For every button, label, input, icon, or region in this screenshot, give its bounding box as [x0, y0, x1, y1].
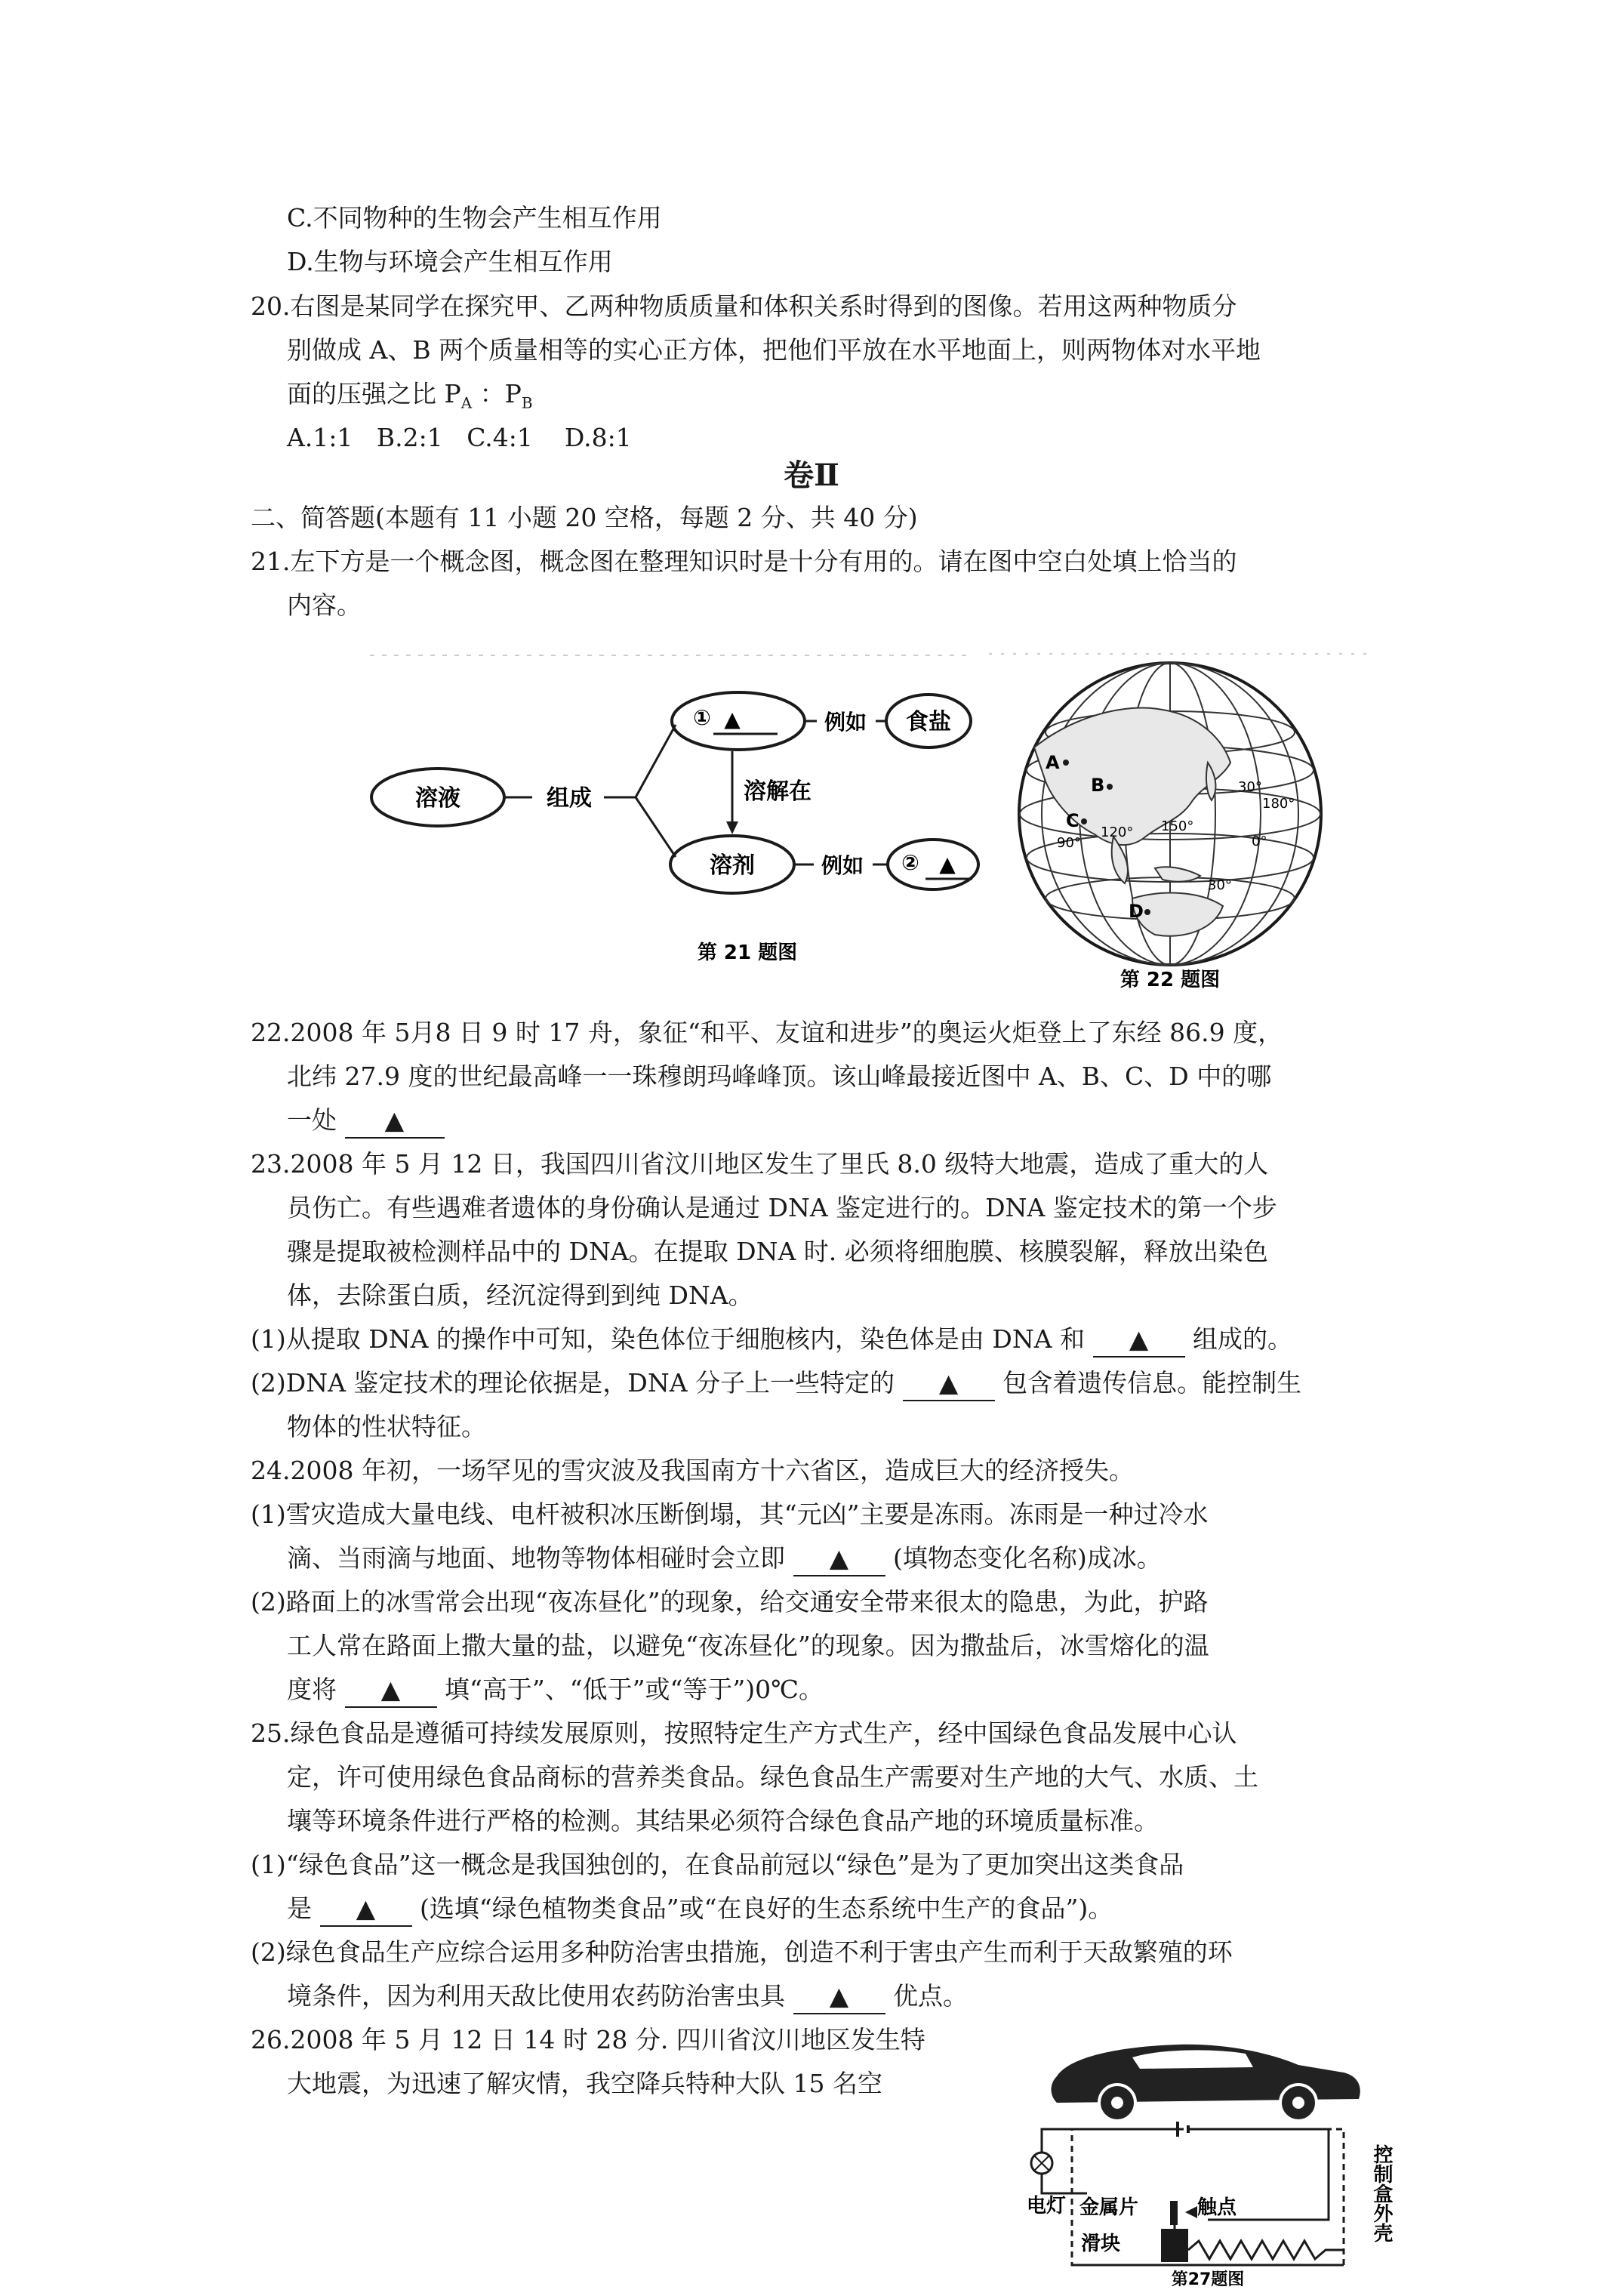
q25-line-1: 25.绿色食品是遵循可持续发展原则，按照特定生产方式生产，经中国绿色食品发展中心认 — [251, 1718, 1237, 1748]
deg-90: 90° — [1057, 835, 1081, 851]
figure-21-caption: 第 21 题图 — [697, 942, 798, 964]
car-circuit-figure — [1027, 2031, 1404, 2288]
q24-sub-2-line-2: 工人常在路面上撒大量的盐，以避免“夜冻昼化”的现象。因为撒盐后，冰雪熔化的温 — [287, 1631, 1209, 1660]
answer-blank: ▲ — [1093, 1323, 1185, 1358]
q23-sub-2-text: (2)DNA 鉴定技术的理论依据是，DNA 分子上一些特定的 — [251, 1368, 895, 1398]
node-solution: 溶液 — [415, 785, 460, 812]
spring — [1188, 2241, 1344, 2259]
q22-line-2: 北纬 27.9 度的世纪最高峰一一珠穆朗玛峰峰顶。该山峰最接近图中 A、B、C、D 中的哪 — [287, 1062, 1272, 1091]
deg-180: 180° — [1262, 796, 1295, 812]
q24-sub-2-text: 度将 — [287, 1675, 337, 1704]
q20-ratio-sep: ：P — [472, 379, 522, 408]
answer-blank: ▲ — [793, 1542, 885, 1576]
answer-blank: ▲ — [345, 1673, 437, 1708]
q24-sub-1-line-1: (1)雪灾造成大量电线、电杆被积冰压断倒塌，其“元凶”主要是冻雨。冻雨是一种过冷水 — [251, 1499, 1209, 1529]
q22-line-1: 22.2008 年 5月8 日 9 时 17 舟，象征“和平、友谊和进步”的奥运火炬登上了东经 86.9 度， — [251, 1018, 1283, 1047]
label-example-1: 例如 — [824, 710, 867, 735]
point-d-label: D — [1129, 901, 1144, 922]
figure-22-caption: 第 22 题图 — [1119, 969, 1221, 991]
q24-sub-2-line-1: (2)路面上的冰雪常会出现“夜冻昼化”的现象，给交通安全带来很太的隐患，为此，护路 — [251, 1587, 1209, 1616]
globe-figure — [981, 649, 1381, 997]
q23-line-4: 体，去除蛋白质，经沉淀得到到纯 DNA。 — [287, 1281, 753, 1310]
q20-options: A.1:1 B.2:1 C.4:1 D.8:1 — [287, 423, 632, 452]
q26-line-2: 大地震，为迅速了解灾情，我空降兵特种大队 15 名空 — [287, 2069, 882, 2098]
q23-line-2: 员伤亡。有些遇难者遗体的身份确认是通过 DNA 鉴定进行的。DNA 鉴定技术的第一个步 — [287, 1193, 1277, 1222]
figure-27-caption: 第27题图 — [1171, 2270, 1245, 2288]
node-solvent: 溶剂 — [710, 852, 755, 879]
q25-line-3: 壤等环境条件进行严格的检测。其结果必须符合绿色食品产地的环境质量标准。 — [287, 1806, 1159, 1835]
answer-blank: ▲ — [793, 1980, 885, 2014]
q23-sub-2-tail: 包含着遗传信息。能控制生 — [1002, 1368, 1302, 1398]
q21-line-2: 内容。 — [287, 590, 362, 620]
deg-150: 150° — [1161, 818, 1194, 834]
label-compose: 组成 — [547, 785, 592, 812]
node-solvent-example-number: ② — [901, 850, 919, 875]
contact-arrow — [1185, 2206, 1197, 2218]
q25-sub-1-line-2 — [287, 1892, 1113, 1927]
q23-sub-2-line-2: 物体的性状特征。 — [287, 1412, 486, 1441]
answer-blank: ▲ — [345, 1104, 445, 1139]
label-dissolve-in: 溶解在 — [744, 778, 812, 805]
answer-blank: ▲ — [903, 1367, 995, 1401]
metal-plate — [1170, 2201, 1178, 2225]
subscript-b: B — [521, 393, 533, 412]
point-a-label: A — [1046, 752, 1060, 773]
q19-option-c: C.不同物种的生物会产生相互作用 — [287, 203, 662, 233]
q24-sub-1-line-2 — [287, 1542, 1162, 1576]
q26-line-1: 26.2008 年 5 月 12 日 14 时 28 分. 四川省汶川地区发生特 — [251, 2025, 925, 2054]
concept-map-figure — [355, 649, 989, 982]
q21-line-1: 21.左下方是一个概念图，概念图在整理知识时是十分有用的。请在图中空白处填上恰当的 — [251, 547, 1237, 576]
q20-text: 面的压强之比 P — [287, 379, 461, 408]
q23-line-3: 骤是提取被检测样品中的 DNA。在提取 DNA 时. 必须将细胞膜、核膜裂解，释放出染色 — [287, 1237, 1268, 1266]
q24-sub-1-text: 滴、当雨滴与地面、地物等物体相碰时会立即 — [287, 1543, 785, 1573]
point-c-label: C — [1066, 810, 1079, 831]
node-solute-number: ① — [693, 705, 711, 730]
q23-line-1: 23.2008 年 5 月 12 日，我国四川省汶川地区发生了里氏 8.0 级特大地震，造成了重大的人 — [251, 1149, 1269, 1179]
q20-line-1: 20.右图是某同学在探究甲、乙两种物质质量和体积关系时得到的图像。若用这两种物质分 — [251, 291, 1237, 321]
q23-sub-1 — [251, 1323, 1292, 1358]
q25-sub-2-tail: 优点。 — [893, 1981, 968, 2011]
q23-sub-2 — [251, 1367, 1301, 1401]
node-solute-blank: ▲ — [724, 707, 741, 732]
label-lamp: 电灯 — [1027, 2195, 1067, 2217]
q23-sub-1-text: (1)从提取 DNA 的操作中可知，染色体位于细胞核内，染色体是由 DNA 和 — [251, 1324, 1086, 1354]
q20-line-2: 别做成 A、B 两个质量相等的实心正方体，把他们平放在水平地面上，则两物体对水平地 — [287, 335, 1261, 365]
deg-30n: 30° — [1238, 779, 1262, 795]
answer-blank: ▲ — [320, 1892, 412, 1927]
q22-line-3 — [287, 1104, 445, 1139]
q24-sub-2-line-3 — [287, 1673, 824, 1708]
q22-text: 一处 — [287, 1105, 337, 1135]
label-contact: 触点 — [1197, 2196, 1237, 2219]
label-example-2: 例如 — [821, 853, 864, 878]
section-heading: 二、简答题(本题有 11 小题 20 空格，每题 2 分、共 40 分) — [251, 503, 918, 532]
q19-option-d: D.生物与环境会产生相互作用 — [287, 247, 613, 276]
label-slider: 滑块 — [1081, 2233, 1121, 2255]
q24-line-1: 24.2008 年初，一场罕见的雪灾波及我国南方十六省区，造成巨大的经济授失。 — [251, 1456, 1134, 1485]
node-solvent-example-blank: ▲ — [939, 852, 956, 877]
point-b-label: B — [1091, 775, 1105, 796]
subscript-a: A — [460, 393, 473, 412]
q25-sub-1-tail: (选填“绿色植物类食品”或“在良好的生态系统中生产的食品”)。 — [420, 1894, 1113, 1923]
slider-block — [1161, 2229, 1188, 2262]
q20-line-3 — [287, 378, 533, 420]
q25-sub-2-line-2 — [287, 1980, 968, 2014]
deg-30s: 30° — [1208, 877, 1232, 893]
section-title-juan2: 卷Ⅱ — [784, 458, 839, 493]
q23-sub-1-tail: 组成的。 — [1193, 1324, 1293, 1354]
deg-0: 0° — [1252, 834, 1267, 849]
label-metal-plate: 金属片 — [1079, 2196, 1139, 2219]
q25-line-2: 定，许可使用绿色食品商标的营养类食品。绿色食品生产需要对生产地的大气、水质、土 — [287, 1762, 1258, 1792]
q25-sub-1-line-1: (1)“绿色食品”这一概念是我国独创的，在食品前冠以“绿色”是为了更加突出这类食品 — [251, 1850, 1184, 1879]
q25-sub-2-text: 境条件，因为利用天敌比使用农药防治害虫具 — [287, 1981, 785, 2011]
q24-sub-2-tail: 填“高于”、“低于”或“等于”)0℃。 — [445, 1675, 824, 1704]
label-control-box-shell: 控制盒外壳 — [1370, 2144, 1393, 2242]
node-salt: 食盐 — [906, 709, 951, 735]
q24-sub-1-tail: (填物态变化名称)成冰。 — [893, 1543, 1162, 1573]
q25-sub-1-text: 是 — [287, 1894, 312, 1923]
q25-sub-2-line-1: (2)绿色食品生产应综合运用多种防治害虫措施，创造不利于害虫产生而利于天敌繁殖的环 — [251, 1937, 1233, 1967]
deg-120: 120° — [1101, 824, 1134, 840]
